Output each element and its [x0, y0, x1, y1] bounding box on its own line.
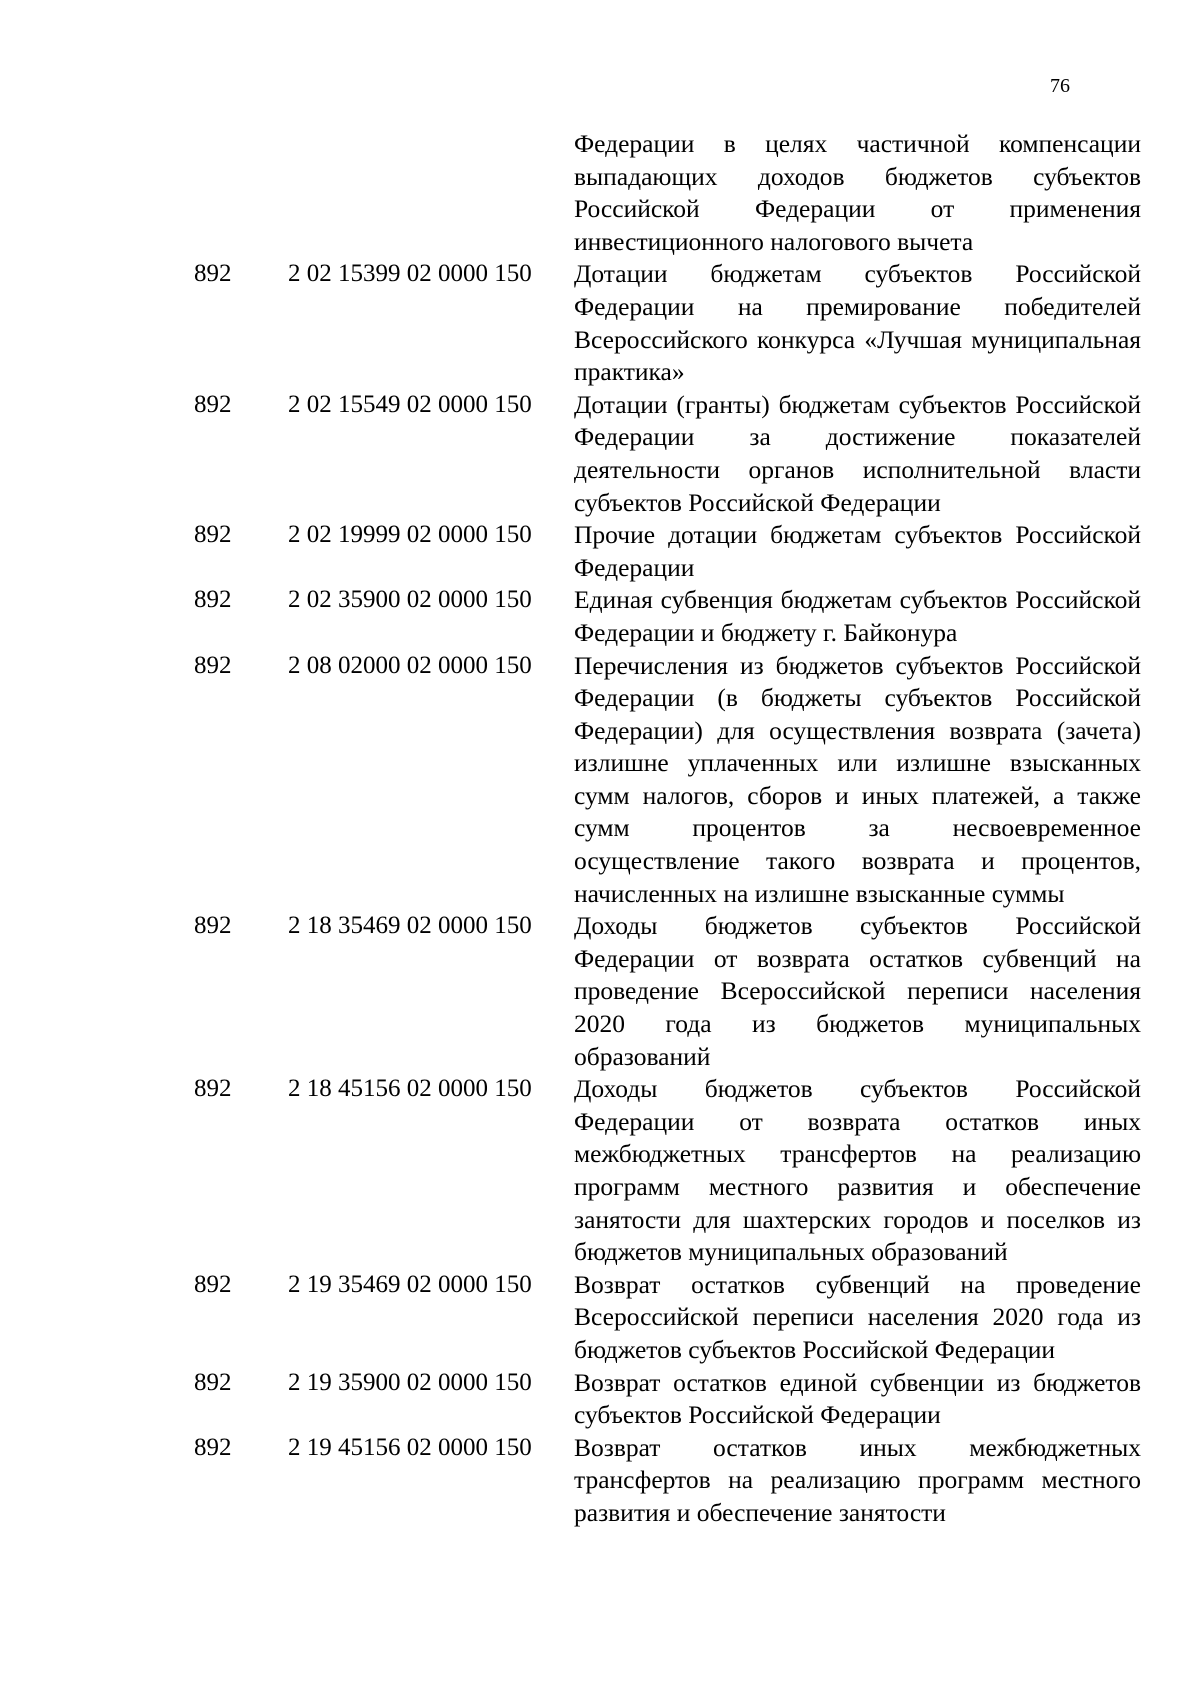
row-admin-code: 892: [194, 1270, 232, 1298]
table-row: [0, 258, 1200, 388]
row-description: Дотации бюджетам субъектов Российской Федерации на премирование победителей Всероссийского конкурса «Лучшая муниципальная практика»: [574, 259, 1141, 387]
row-admin-code: 892: [194, 390, 232, 418]
row-budget-code: 2 19 45156 02 0000 150: [288, 1433, 532, 1461]
row-budget-code: 2 02 15549 02 0000 150: [288, 390, 532, 418]
row-admin-code: 892: [194, 586, 232, 614]
row-admin-code: 892: [194, 1368, 232, 1396]
row-description: Доходы бюджетов субъектов Российской Федерации от возврата остатков иных межбюджетных трансфертов на реализацию программ местного развития и обеспечение занятости для шахтерских городов и поселков из бюджетов муниципальных образований: [574, 1074, 1141, 1267]
table-row: [0, 650, 1200, 911]
table-row: [0, 910, 1200, 1073]
row-admin-code: 892: [194, 912, 232, 940]
row-budget-code: 2 02 15399 02 0000 150: [288, 260, 532, 288]
row-description: Возврат остатков иных межбюджетных трансфертов на реализацию программ местного развития и обеспечение занятости: [574, 1432, 1141, 1527]
row-budget-code: 2 08 02000 02 0000 150: [288, 651, 532, 679]
page-number: 76: [1050, 75, 1070, 97]
table-row: [0, 1269, 1200, 1367]
row-budget-code: 2 18 45156 02 0000 150: [288, 1075, 532, 1103]
row-description: Перечисления из бюджетов субъектов Российской Федерации (в бюджеты субъектов Российской Федерации) для осуществления возврата (зачета) излишне уплаченных или излишне взысканных сумм налогов, сборов и иных платежей, а также сумм процентов за несвоевременное осуществление такого возврата и процентов, начисленных на излишне взысканные суммы: [574, 650, 1141, 908]
row-budget-code: 2 02 19999 02 0000 150: [288, 521, 532, 549]
table-row-continuation: [0, 128, 1200, 258]
row-description: Доходы бюджетов субъектов Российской Федерации от возврата остатков субвенций на проведение Всероссийской переписи населения 2020 года из бюджетов муниципальных образований: [574, 911, 1141, 1071]
row-admin-code: 892: [194, 1075, 232, 1103]
table-row: [0, 389, 1200, 519]
row-budget-code: 2 18 35469 02 0000 150: [288, 912, 532, 940]
row-budget-code: 2 19 35900 02 0000 150: [288, 1368, 532, 1396]
table-row: [0, 1073, 1200, 1269]
row-admin-code: 892: [194, 1433, 232, 1461]
row-description: Возврат остатков субвенций на проведение Всероссийской переписи населения 2020 года из бюджетов субъектов Российской Федерации: [574, 1269, 1141, 1364]
table-row: [0, 1432, 1200, 1530]
row-budget-code: 2 02 35900 02 0000 150: [288, 586, 532, 614]
row-description: Прочие дотации бюджетам субъектов Российской Федерации: [574, 520, 1141, 582]
row-description: Единая субвенция бюджетам субъектов Российской Федерации и бюджету г. Байконура: [574, 585, 1141, 647]
row-admin-code: 892: [194, 521, 232, 549]
row-budget-code: 2 19 35469 02 0000 150: [288, 1270, 532, 1298]
row-admin-code: 892: [194, 651, 232, 679]
table-row: [0, 519, 1200, 584]
income-codes-table: [0, 128, 1200, 1530]
table-row: [0, 584, 1200, 649]
row-description: Федерации в целях частичной компенсации выпадающих доходов бюджетов субъектов Российской Федерации от применения инвестиционного налогового вычета: [574, 129, 1141, 256]
row-description: Дотации (гранты) бюджетам субъектов Российской Федерации за достижение показателей деятельности органов исполнительной власти субъектов Российской Федерации: [574, 389, 1141, 517]
row-admin-code: 892: [194, 260, 232, 288]
row-description: Возврат остатков единой субвенции из бюджетов субъектов Российской Федерации: [574, 1367, 1141, 1430]
table-row: [0, 1367, 1200, 1432]
